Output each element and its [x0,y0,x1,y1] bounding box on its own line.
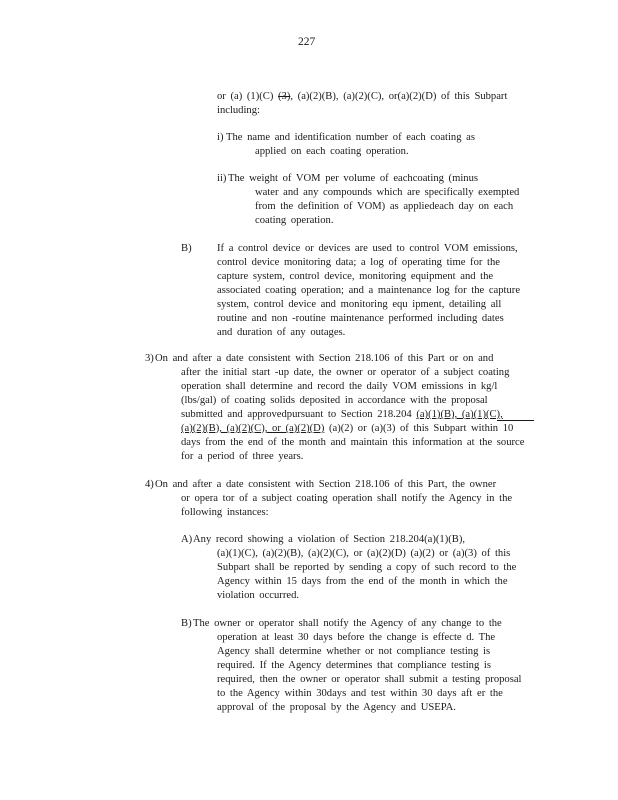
item-B2-marker: B) [181,618,192,629]
section-3-line-8: for a period of three years. [181,451,304,462]
section-3-line-6: (a)(2)(B), (a)(2)(C), or (a)(2)(D) (a)(2) or (a)(3) of this Subpart within 10 [181,423,514,434]
section-3-line-7: days from the end of the month and maintain this information at the source [181,437,525,448]
item-ii-marker: ii) [217,173,227,184]
item-B2-line-2: operation at least 30 days before the change is effecte d. The [217,632,496,643]
item-A-marker: A) [181,534,193,545]
item-A-line-1: Any record showing a violation of Section 218.204(a)(1)(B), [193,534,466,545]
item-B-line-4: associated coating operation; and a maintenance log for the capture [217,285,521,296]
item-i-line-2: applied on each coating operation. [255,146,409,157]
item-B2-line-6: to the Agency within 30days and test within 30 days aft er the [217,688,503,699]
item-ii-line-1: The weight of VOM per volume of eachcoating (minus [228,173,478,184]
item-B-marker: B) [181,243,192,254]
underlined-text: (a)(1)(B), (a)(1)(C), [416,409,503,420]
item-ii-line-4: coating operation. [255,215,334,226]
item-B2-line-3: Agency shall determine whether or not compliance testing is [217,646,491,657]
item-B-line-5: system, control device and monitoring equ ipment, detailing all [217,299,502,310]
section-4-line-2: or opera tor of a subject coating operation shall notify the Agency in the [181,493,513,504]
page-number: 227 [298,36,316,48]
item-B2-line-7: approval of the proposal by the Agency and USEPA. [217,702,456,713]
item-B2-line-1: The owner or operator shall notify the Agency of any change to the [193,618,502,629]
item-B-line-1: If a control device or devices are used to control VOM emissions, [217,243,518,254]
item-B-line-3: capture system, control device, monitoring equipment and the [217,271,494,282]
item-A-line-3: Subpart shall be reported by sending a copy of such record to the [217,562,517,573]
underlined-text: (a)(2)(B), (a)(2)(C), or (a)(2)(D) [181,423,325,434]
section-3-line-5: submitted and approvedpursuant to Section 218.204 (a)(1)(B), (a)(1)(C), [181,409,503,420]
item-i-marker: i) [217,132,224,143]
item-B-line-6: routine and non -routine maintenance performed including dates [217,313,504,324]
section-4-line-3: following instances: [181,507,269,518]
item-B2-line-5: required, then the owner or operator shall submit a testing proposal [217,674,522,685]
continuation-line-2: including: [217,105,260,116]
item-i-line-1: The name and identification number of each coating as [226,132,475,143]
item-ii-line-3: from the definition of VOM) as appliedeach day on each [255,201,514,212]
section-3-line-4: (lbs/gal) of coating solids deposited in accordance with the proposal [181,395,488,406]
item-B2-line-4: required. If the Agency determines that compliance testing is [217,660,491,671]
item-B-line-7: and duration of any outages. [217,327,346,338]
struck-text: (3) [278,91,291,102]
section-3-line-1: On and after a date consistent with Section 218.106 of this Part or on and [155,353,494,364]
underline-rule [497,420,534,421]
item-ii-line-2: water and any compounds which are specifically exempted [255,187,520,198]
item-A-line-4: Agency within 15 days from the end of the month in which the [217,576,508,587]
continuation-line-1: or (a) (1)(C) (3), (a)(2)(B), (a)(2)(C), or(a)(2)(D) of this Subpart [217,91,508,102]
item-A-line-2: (a)(1)(C), (a)(2)(B), (a)(2)(C), or (a)(2)(D) (a)(2) or (a)(3) of this [217,548,511,559]
section-3-line-3: operation shall determine and record the daily VOM emissions in kg/l [181,381,498,392]
section-3-line-2: after the initial start -up date, the owner or operator of a subject coating [181,367,510,378]
item-A-line-5: violation occurred. [217,590,300,601]
section-3-marker: 3) [145,353,154,364]
item-B-line-2: control device monitoring data; a log of operating time for the [217,257,500,268]
section-4-marker: 4) [145,479,154,490]
section-4-line-1: On and after a date consistent with Section 218.106 of this Part, the owner [155,479,497,490]
